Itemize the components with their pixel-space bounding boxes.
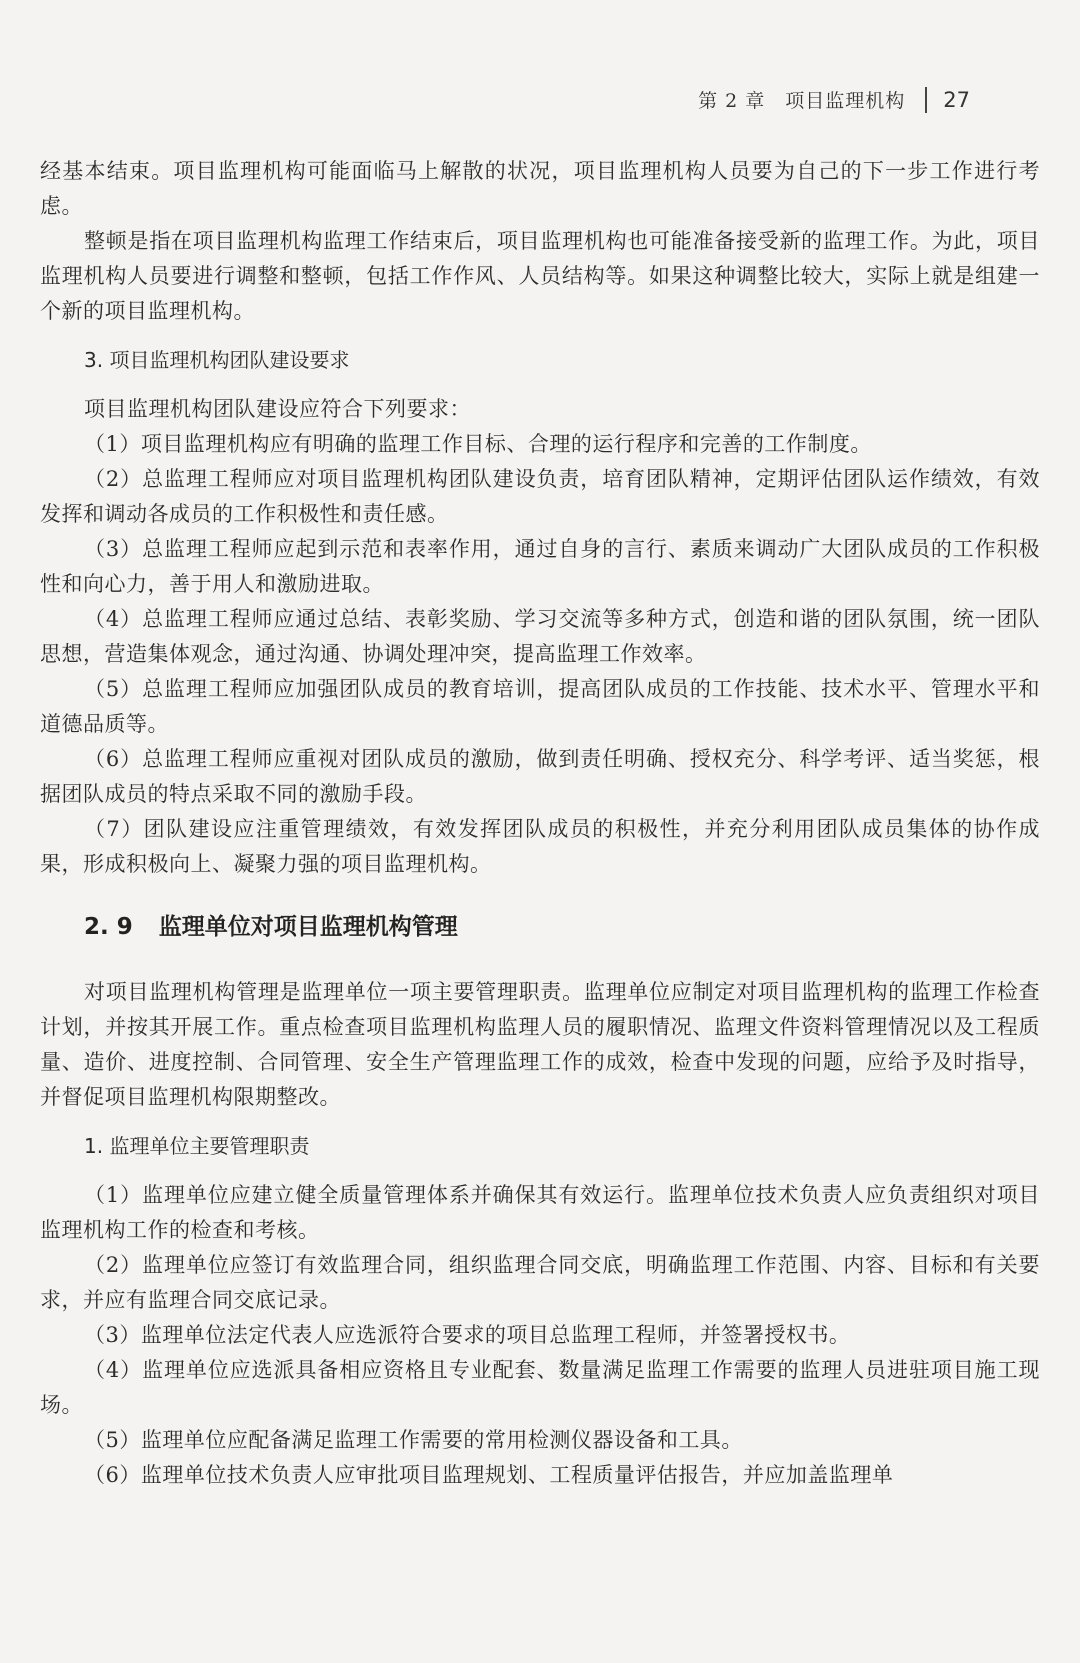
paragraph: （4）监理单位应选派具备相应资格且专业配套、数量满足监理工作需要的监理人员进驻项目施工现场。 <box>40 1358 1040 1417</box>
paragraph: （3）监理单位法定代表人应选派符合要求的项目总监理工程师，并签署授权书。 <box>84 1323 851 1347</box>
paragraph: （5）总监理工程师应加强团队成员的教育培训，提高团队成员的工作技能、技术水平、管理水平和道德品质等。 <box>40 677 1040 736</box>
paragraph: （2）监理单位应签订有效监理合同，组织监理合同交底，明确监理工作范围、内容、目标和有关要求，并应有监理合同交底记录。 <box>40 1253 1040 1312</box>
chapter-title: 第 2 章 项目监理机构 <box>698 90 906 112</box>
paragraph: 经基本结束。项目监理机构可能面临马上解散的状况，项目监理机构人员要为自己的下一步工作进行考虑。 <box>40 159 1040 218</box>
paragraph: （2）总监理工程师应对项目监理机构团队建设负责，培育团队精神，定期评估团队运作绩效，有效发挥和调动各成员的工作积极性和责任感。 <box>40 467 1040 526</box>
paragraph: 对项目监理机构管理是监理单位一项主要管理职责。监理单位应制定对项目监理机构的监理工作检查计划，并按其开展工作。重点检查项目监理机构监理人员的履职情况、监理文件资料管理情况以及工程质量、造价、进度控制、合同管理、安全生产管理监理工作的成效，检查中发现的问题，应给予及时指导，并督促项目监理机构限期整改。 <box>40 980 1040 1109</box>
page-number: 27 <box>943 87 970 112</box>
paragraph: 整顿是指在项目监理机构监理工作结束后，项目监理机构也可能准备接受新的监理工作。为此，项目监理机构人员要进行调整和整顿，包括工作作风、人员结构等。如果这种调整比较大，实际上就是组建一个新的项目监理机构。 <box>40 229 1040 323</box>
header-divider <box>925 87 927 113</box>
section-number: 2. 9 <box>84 914 133 940</box>
page-body <box>40 154 1040 1493</box>
paragraph: （3）总监理工程师应起到示范和表率作用，通过自身的言行、素质来调动广大团队成员的工作积极性和向心力，善于用人和激励进取。 <box>40 537 1040 596</box>
paragraph: 项目监理机构团队建设应符合下列要求： <box>84 397 471 421</box>
subsection-heading: 3. 项目监理机构团队建设要求 <box>84 348 350 372</box>
paragraph: （6）监理单位技术负责人应审批项目监理规划、工程质量评估报告，并应加盖监理单 <box>84 1463 894 1487</box>
section-title: 监理单位对项目监理机构管理 <box>158 914 458 940</box>
paragraph: （6）总监理工程师应重视对团队成员的激励，做到责任明确、授权充分、科学考评、适当奖惩，根据团队成员的特点采取不同的激励手段。 <box>40 747 1040 806</box>
paragraph: （7）团队建设应注重管理绩效，有效发挥团队成员的积极性，并充分利用团队成员集体的协作成果，形成积极向上、凝聚力强的项目监理机构。 <box>40 817 1040 876</box>
paragraph: （1）监理单位应建立健全质量管理体系并确保其有效运行。监理单位技术负责人应负责组织对项目监理机构工作的检查和考核。 <box>40 1183 1040 1242</box>
running-header <box>698 86 970 113</box>
paragraph: （1）项目监理机构应有明确的监理工作目标、合理的运行程序和完善的工作制度。 <box>84 432 872 456</box>
paragraph: （5）监理单位应配备满足监理工作需要的常用检测仪器设备和工具。 <box>84 1428 743 1452</box>
paragraph: （4）总监理工程师应通过总结、表彰奖励、学习交流等多种方式，创造和谐的团队氛围，统一团队思想，营造集体观念，通过沟通、协调处理冲突，提高监理工作效率。 <box>40 607 1040 666</box>
subsection-heading: 1. 监理单位主要管理职责 <box>84 1134 310 1158</box>
section-heading <box>40 910 1040 945</box>
